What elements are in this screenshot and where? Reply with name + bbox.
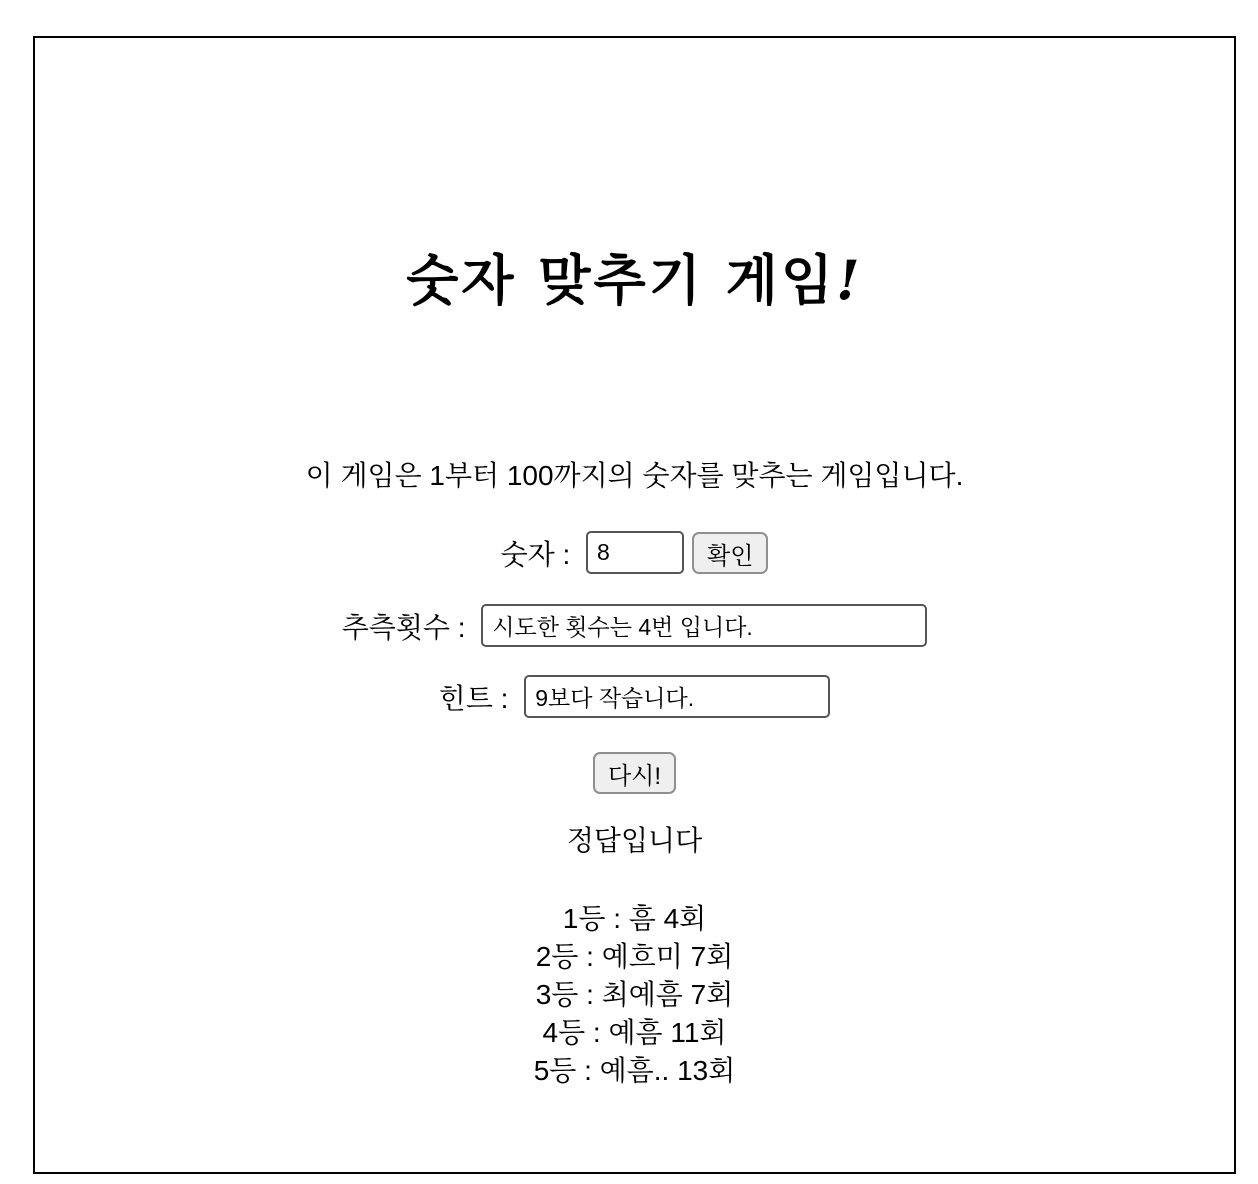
ranking-item-4: 4등 : 예흠 11회: [542, 1017, 727, 1048]
hint-input[interactable]: [524, 675, 830, 718]
page-title: [35, 248, 1234, 312]
guess-label: 숫자 :: [500, 538, 579, 570]
ranking-list: [35, 900, 1234, 1090]
ranking-item-5: 5등 : 예흠.. 13회: [533, 1055, 736, 1086]
ranking-item-1: 1등 : 흠 4회: [562, 903, 707, 934]
attempts-input[interactable]: [481, 604, 927, 647]
result-message: 정답입니다: [566, 825, 703, 856]
game-frame: [33, 36, 1236, 1174]
guess-row: [35, 531, 1234, 574]
ranking-item-3: 3등 : 최예흠 7회: [535, 979, 734, 1010]
page-title-text: 숫자 맞추기 게임: [406, 248, 837, 312]
attempts-row: [35, 604, 1234, 647]
ranking-item-2: 2등 : 예흐미 7회: [535, 941, 734, 972]
confirm-button[interactable]: 확인: [692, 532, 768, 574]
page-title-exclaim: !: [836, 248, 863, 312]
guess-input[interactable]: [586, 531, 684, 574]
retry-row: [35, 752, 1234, 794]
game-description: 이 게임은 1부터 100까지의 숫자를 맞추는 게임입니다.: [305, 460, 964, 491]
attempts-label: 추측횟수 :: [341, 611, 474, 643]
retry-button[interactable]: 다시!: [593, 752, 676, 794]
hint-label: 힌트 :: [438, 682, 517, 714]
hint-row: [35, 675, 1234, 718]
